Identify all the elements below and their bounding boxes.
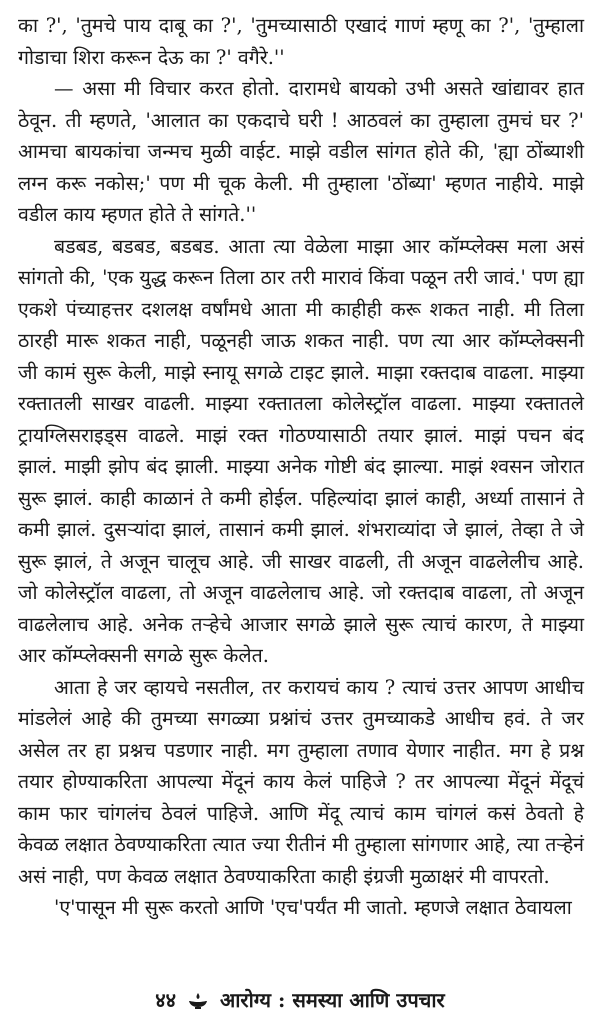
paragraph-5: 'ए'पासून मी सुरू करतो आणि 'एच'पर्यंत मी जातो. म्हणजे लक्षात ठेवायला (54, 896, 572, 919)
oil-lamp-icon (187, 989, 209, 1007)
book-title: आरोग्य : समस्या आणि उपचार (219, 988, 445, 1012)
paragraph-4: आता हे जर व्हायचे नसतील, तर करायचं काय ? त्याचं उत्तर आपण आधीच मांडलेलं आहे की तुमच्या सगळ्या प्रश्नांचं उत्तर तुमच्याकडे आधीच हवं. ते जर असेल तर हा प्रश्नच पडणार नाही. मग तुम्हाला तणाव येणार नाहीत. मग हे प्रश्न तयार होण्याकरिता आपल्या मेंदूनं काय केलं पाहिजे ? तर आपल्या मेंदूनं मेंदूचं काम फार चांगलंच ठेवलं पाहिजे. आणि मेंदू त्याचं काम चांगलं कसं ठेवतो हे केवळ लक्षात ठेवण्याकरिता त्यात ज्या रीतीनं मी तुम्हाला सांगणार आहे, त्या तऱ्हेनं असं नाही, पण केवळ लक्षात ठेवण्याकरिता काही इंग्रजी मुळाक्षरं मी वापरतो. (18, 675, 584, 888)
paragraph-2: — असा मी विचार करत होतो. दारामधे बायको उभी असते खांद्यावर हात ठेवून. ती म्हणते, 'आलात का एकदाचे घरी ! आठवलं का तुम्हाला तुमचं घर ?' आमचा बायकांचा जन्मच मुळी वाईट. माझे वडील सांगत होते की, 'ह्या ठोंब्याशी लग्न करू नकोस;' पण मी चूक केली. मी तुम्हाला 'ठोंब्या' म्हणत नाहीये. माझे वडील काय म्हणत होते ते सांगते.'' (18, 77, 584, 226)
page-footer (0, 986, 600, 1014)
page-number: ४४ (155, 988, 177, 1012)
paragraph-3: बडबड, बडबड, बडबड. आता त्या वेळेला माझा आर कॉम्प्लेक्स मला असं सांगतो की, 'एक युद्ध करून तिला ठार तरी मारावं किंवा पळून तरी जावं.' पण ह्या एकशे पंच्याहत्तर दशलक्ष वर्षांमधे आता मी काहीही करू शकत नाही. मी तिला ठारही मारू शकत नाही, पळूनही जाऊ शकत नाही. पण त्या आर कॉम्प्लेक्सनी जी कामं सुरू केली, माझे स्नायू सगळे टाइट झाले. माझा रक्तदाब वाढला. माझ्या रक्तातली साखर वाढली. माझ्या रक्तातला कोलेस्ट्रॉल वाढला. माझ्या रक्तातले ट्रायग्लिसराइड्‌स वाढले. माझं रक्त गोठण्यासाठी तयार झालं. माझं पचन बंद झालं. माझी झोप बंद झाली. माझ्या अनेक गोष्टी बंद झाल्या. माझं श्वसन जोरात सुरू झालं. काही काळानं ते कमी होईल. पहिल्यांदा झालं काही, अर्ध्या तासानं ते कमी झालं. दुसऱ्यांदा झालं, तासानं कमी झालं. शंभराव्यांदा जे झालं, तेव्हा ते जे सुरू झालं, ते अजून चालूच आहे. जी साखर वाढली, ती अजून वाढलेलीच आहे. जो कोलेस्ट्रॉल वाढला, तो अजून वाढलेलाच आहे. जो रक्तदाब वाढला, तो अजून वाढलेलाच आहे. अनेक तऱ्हेचे आजार सगळे झाले सुरू त्याचं कारण, ते माझ्या आर कॉम्प्लेक्सनी सगळे सुरू केलेत. (18, 234, 584, 667)
body-text (18, 10, 584, 924)
paragraph-1: का ?', 'तुमचे पाय दाबू का ?', 'तुमच्यासाठी एखादं गाणं म्हणू का ?', 'तुम्हाला गोडाचा शिरा करून देऊ का ?' वगैरे.'' (18, 14, 584, 69)
